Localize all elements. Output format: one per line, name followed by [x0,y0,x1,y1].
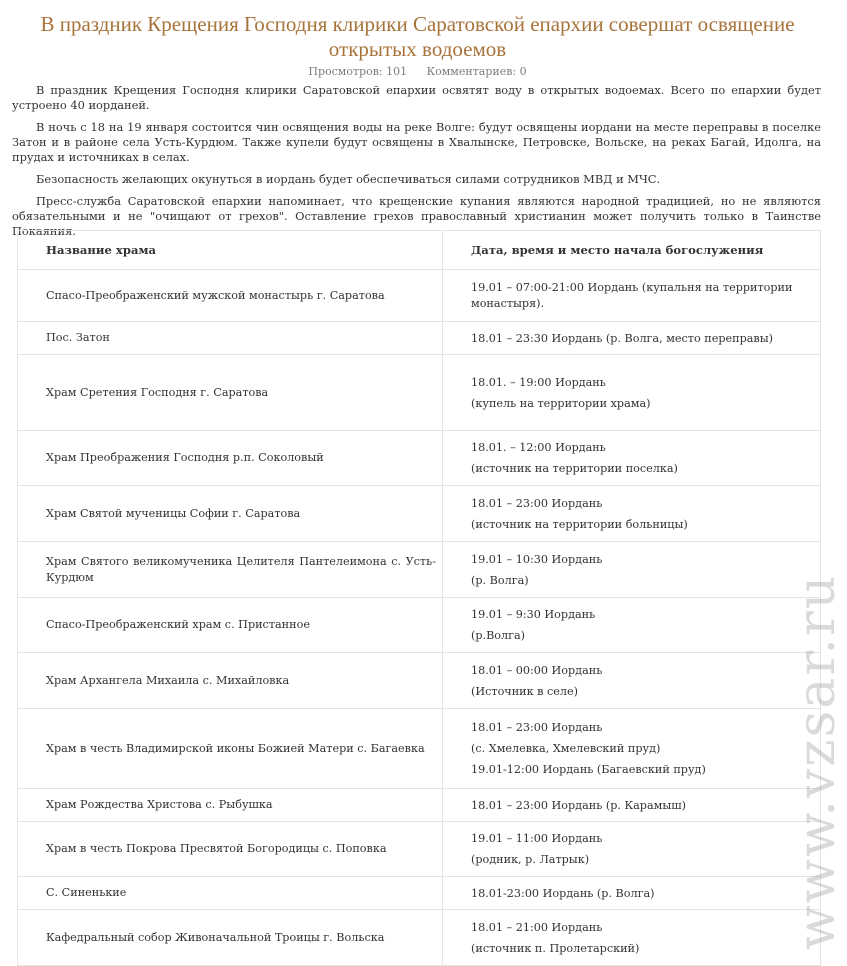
church-name: Храм Преображения Господня р.п. Соколовый [46,451,324,464]
schedule-line: 19.01 – 07:00-21:00 Иордань (купальня на территории монастыря). [471,280,793,310]
paragraph: В праздник Крещения Господня клирики Саратовской епархии освятят воду в открытых водоемах. Всего по епархии будет устроено 40 иорданей. [12,83,821,112]
schedule-cell [443,486,821,542]
schedule-line: 19.01 – 9:30 Иордань [471,608,596,621]
table-row [18,542,821,598]
schedule-line: (р. Волга) [471,573,529,587]
church-name: Храм Архангела Михаила с. Михайловка [46,673,290,687]
schedule-cell [443,431,821,486]
paragraph: В ночь с 18 на 19 января состоится чин освящения воды на реке Волге: будут освящены иордани на месте переправы в поселке Затон и в районе села Усть-Курдюм. Также купели будут освящены в Хвалынске, Петровске, Вольске, на реках Багай, Идолга, на прудах и источниках в селах. [12,120,821,164]
schedule-line: 19.01 – 10:30 Иордань [471,552,603,566]
church-name: Кафедральный собор Живоначальной Троицы г. Вольска [46,930,385,944]
schedule-line: (источник на территории поселка) [471,462,678,475]
schedule-line: (с. Хмелевка, Хмелевский пруд) [471,742,661,755]
table-row [18,822,821,877]
article-title: В праздник Крещения Господня клирики Саратовской епархии совершат освящение открытых водоемов [40,12,795,61]
schedule-line: 18.01 – 23:00 Иордань (р. Карамыш) [471,798,687,812]
church-name: Храм Рождества Христова с. Рыбушка [46,798,273,811]
schedule-cell [443,270,821,322]
church-name: Храм в честь Покрова Пресвятой Богородицы с. Поповка [46,842,387,855]
views-count: Просмотров: 101 [308,65,408,78]
schedule-table [17,230,821,966]
schedule-cell [443,598,821,653]
schedule-line: 18.01. – 12:00 Иордань [471,441,606,454]
schedule-line: 18.01 – 00:00 Иордань [471,663,603,677]
church-name-cell [18,877,443,910]
schedule-cell [443,322,821,355]
church-name: Храм Сретения Господня г. Саратова [46,385,269,399]
schedule-line: 18.01 – 21:00 Иордань [471,920,603,934]
church-name-cell [18,653,443,709]
comments-count[interactable]: Комментариев: 0 [426,65,527,78]
table-row [18,431,821,486]
table-row [18,789,821,822]
table-row [18,355,821,431]
schedule-line: 18.01-23:00 Иордань (р. Волга) [471,886,655,900]
schedule-line: 18.01 – 23:30 Иордань (р. Волга, место переправы) [471,331,773,345]
church-name: С. Синенькие [46,886,127,899]
church-name-cell [18,709,443,789]
church-name: Храм в честь Владимирской иконы Божией Матери с. Багаевка [46,741,425,755]
church-name-cell [18,542,443,598]
table-row [18,322,821,355]
paragraph: Пресс-служба Саратовской епархии напоминает, что крещенские купания являются народной традицией, но не являются обязательными и не "очищают от грехов". Оставление грехов православный христианин может получить только в Таинстве Покаяния. [12,194,821,238]
article-body [12,83,821,239]
church-name: Пос. Затон [46,331,110,344]
schedule-cell [443,355,821,431]
table-row [18,877,821,910]
watermark: www.vzsar.ru [787,573,847,950]
church-name-cell [18,355,443,431]
table-row [18,486,821,542]
article [0,0,835,246]
church-name: Спасо-Преображенский храм с. Пристанное [46,618,310,631]
column-header-church: Название храма [18,231,443,270]
church-name-cell [18,598,443,653]
table-header-row [18,231,821,270]
paragraph: Безопасность желающих окунуться в иордань будет обеспечиваться силами сотрудников МВД и МЧС. [36,172,661,186]
schedule-cell [443,789,821,822]
table-body [18,270,821,966]
church-name: Спасо-Преображенский мужской монастырь г. Саратова [46,288,385,302]
schedule-line: 19.01 – 11:00 Иордань [471,832,603,845]
schedule-line: (источник на территории больницы) [471,517,688,531]
table-row [18,598,821,653]
church-name-cell [18,431,443,486]
church-name-cell [18,789,443,822]
table-row [18,709,821,789]
schedule-line: (р.Волга) [471,629,526,642]
church-name: Храм Святой мученицы Софии г. Саратова [46,506,301,520]
article-meta [0,65,835,81]
schedule-line: 18.01 – 23:00 Иордань [471,496,603,510]
schedule-line: 19.01-12:00 Иордань (Багаевский пруд) [471,763,706,776]
church-name: Храм Святого великомученика Целителя Пантелеимона с. Усть-Курдюм [46,554,436,584]
schedule-line: (родник, р. Латрык) [471,853,590,866]
schedule-line: 18.01. – 19:00 Иордань [471,375,606,389]
schedule-cell [443,877,821,910]
church-name-cell [18,270,443,322]
schedule-line: (Источник в селе) [471,684,579,698]
schedule-cell [443,542,821,598]
table-row [18,270,821,322]
schedule-line: 18.01 – 23:00 Иордань [471,721,603,734]
church-name-cell [18,822,443,877]
schedule-cell [443,822,821,877]
schedule-line: (купель на территории храма) [471,396,651,410]
table-row [18,653,821,709]
church-name-cell [18,322,443,355]
church-name-cell [18,910,443,966]
schedule-cell [443,709,821,789]
column-header-schedule: Дата, время и место начала богослужения [443,231,821,270]
schedule-line: (источник п. Пролетарский) [471,941,640,955]
schedule-cell [443,653,821,709]
church-name-cell [18,486,443,542]
table-row [18,910,821,966]
schedule-cell [443,910,821,966]
